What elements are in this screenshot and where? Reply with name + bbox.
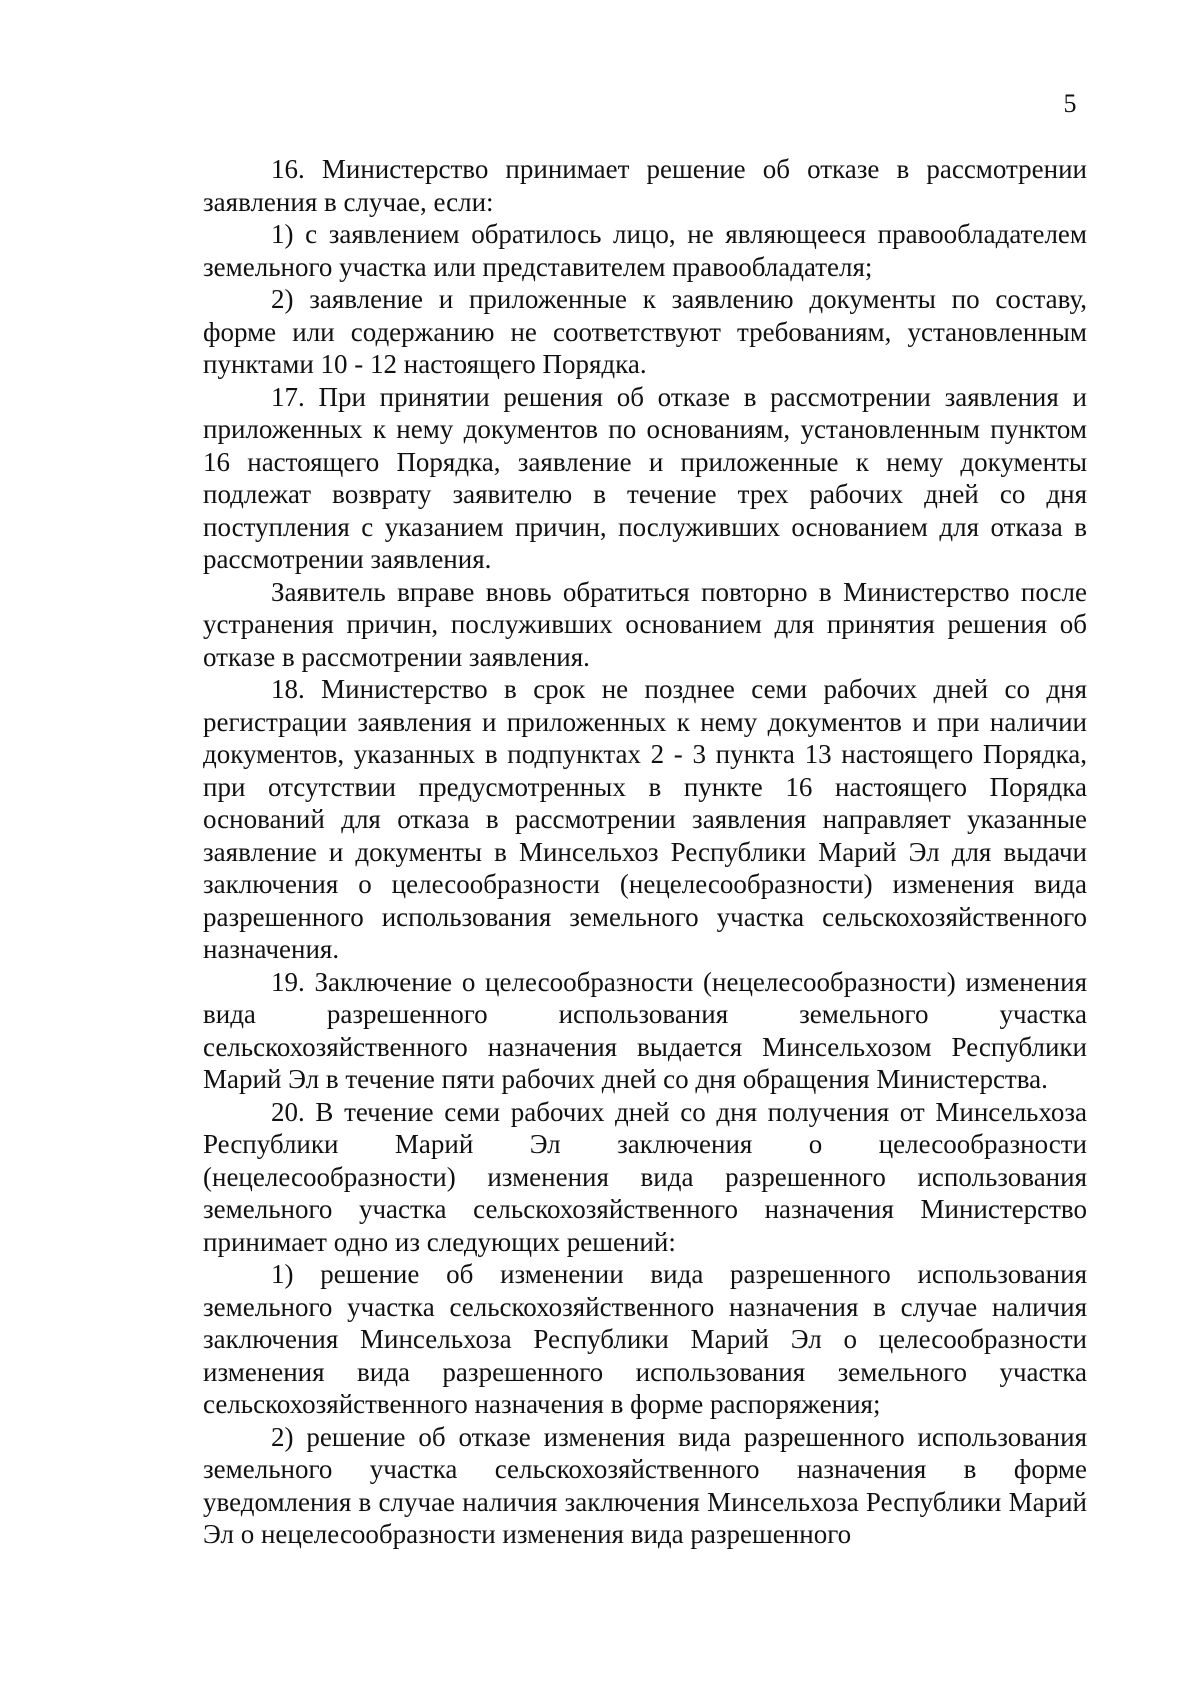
paragraph-17: 17. При принятии решения об отказе в рассмотрении заявления и приложенных к нему документов по основаниям, установленным пунктом 16 настоящего Порядка, заявление и приложенные к нему документы подлежат возврату заявителю в течение трех рабочих дней со дня поступления с указанием причин, послуживших основанием для отказа в рассмотрении заявления. — [203, 381, 1087, 574]
page-number: 5 — [1063, 89, 1077, 118]
paragraph-16-item-2: 2) заявление и приложенные к заявлению документы по составу, форме или содержанию не соответствуют требованиям, установленным пунктами 10 - 12 настоящего Порядка. — [203, 284, 1087, 379]
paragraph-16-item-1: 1) с заявлением обратилось лицо, не являющееся правообладателем земельного участка или представителем правообладателя; — [203, 219, 1087, 282]
paragraph-20: 20. В течение семи рабочих дней со дня получения от Минсельхоза Республики Марий Эл заключения о целесообразности (нецелесообразности) изменения вида разрешенного использования земельного участка сельскохозяйственного назначения Министерство принимает одно из следующих решений: — [203, 1096, 1087, 1257]
paragraph-20-item-2: 2) решение об отказе изменения вида разрешенного использования земельного участка сельскохозяйственного назначения в форме уведомления в случае наличия заключения Минсельхоза Республики Марий Эл о нецелесообразности изменения вида разрешенного — [203, 1421, 1087, 1549]
paragraph-16: 16. Министерство принимает решение об отказе в рассмотрении заявления в случае, если: — [203, 154, 1087, 217]
paragraph-19: 19. Заключение о целесообразности (нецелесообразности) изменения вида разрешенного использования земельного участка сельскохозяйственного назначения выдается Минсельхозом Республики Марий Эл в течение пяти рабочих дней со дня обращения Министерства. — [203, 966, 1087, 1094]
document-body — [203, 153, 1087, 1551]
paragraph-20-item-1: 1) решение об изменении вида разрешенного использования земельного участка сельскохозяйственного назначения в случае наличия заключения Минсельхоза Республики Марий Эл о целесообразности изменения вида разрешенного использования земельного участка сельскохозяйственного назначения в форме распоряжения; — [203, 1259, 1087, 1419]
paragraph-17-continuation: Заявитель вправе вновь обратиться повторно в Министерство после устранения причин, послуживших основанием для принятия решения об отказе в рассмотрении заявления. — [203, 576, 1087, 672]
paragraph-18: 18. Министерство в срок не позднее семи рабочих дней со дня регистрации заявления и приложенных к нему документов и при наличии документов, указанных в подпунктах 2 - 3 пункта 13 настоящего Порядка, при отсутствии предусмотренных в пункте 16 настоящего Порядка оснований для отказа в рассмотрении заявления направляет указанные заявление и документы в Минсельхоз Республики Марий Эл для выдачи заключения о целесообразности (нецелесообразности) изменения вида разрешенного использования земельного участка сельскохозяйственного назначения. — [203, 674, 1087, 964]
